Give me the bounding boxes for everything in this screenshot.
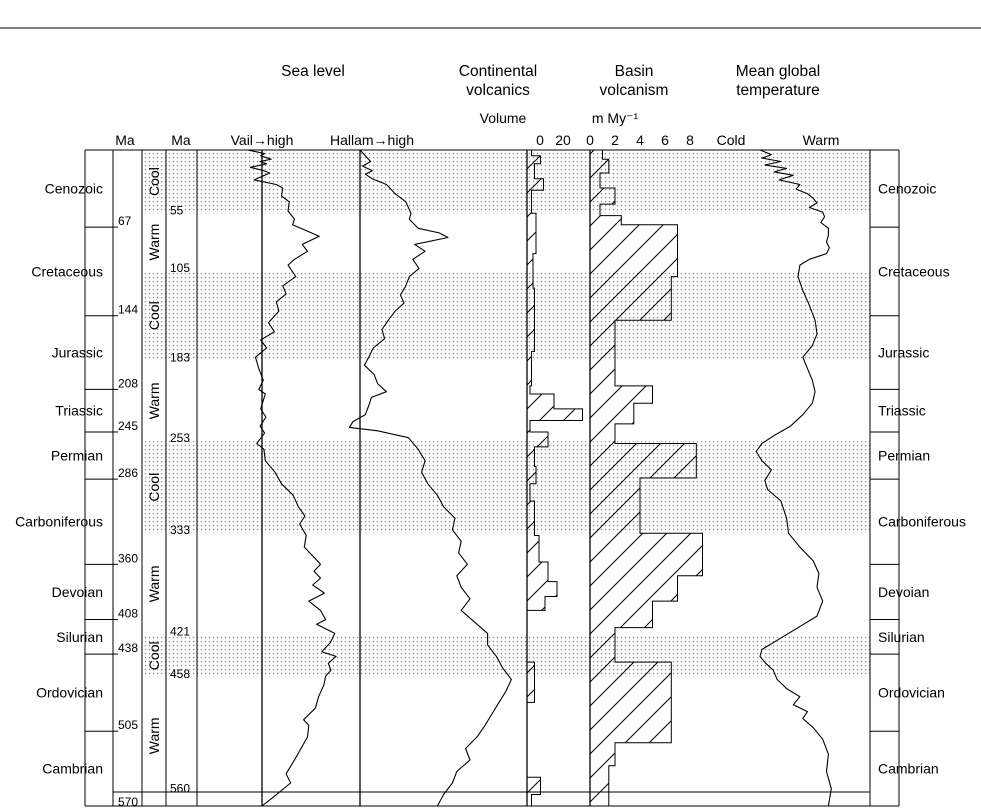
period-label-left-7: Silurian xyxy=(56,628,103,645)
cool-shade-4 xyxy=(142,441,870,533)
ma-right-label-253: 253 xyxy=(170,431,191,446)
period-label-right-7: Silurian xyxy=(878,628,925,645)
ma-right-label-105: 105 xyxy=(170,260,191,275)
climate-label-4: Cool xyxy=(146,472,162,502)
ma-left-label-67: 67 xyxy=(118,214,132,229)
basin-tick-0: 0 xyxy=(586,132,594,148)
continental-header-1: Continental xyxy=(458,63,538,80)
ma-right-label-55: 55 xyxy=(170,203,184,218)
continental-tick-20: 20 xyxy=(555,132,571,148)
ma-right-label-183: 183 xyxy=(170,350,191,365)
climate-label-2: Cool xyxy=(146,301,162,331)
period-label-right-3: Triassic xyxy=(878,402,926,419)
climate-label-1: Warm xyxy=(146,223,162,261)
cold-header: Cold xyxy=(716,132,746,148)
vail-header: Vail→high xyxy=(230,132,294,148)
basin-header-1: Basin xyxy=(614,63,654,80)
continental-tick-0: 0 xyxy=(536,132,544,148)
units-header: m My⁻¹ xyxy=(591,110,639,126)
ma-right-header: Ma xyxy=(171,132,191,148)
period-label-left-0: Cenozoic xyxy=(44,180,103,197)
period-label-right-6: Devoian xyxy=(878,583,930,600)
basin-volcanism-steps xyxy=(590,150,703,806)
hallam-header: Hallam→high xyxy=(329,132,415,148)
basin-tick-4: 4 xyxy=(636,132,644,148)
period-label-left-9: Cambrian xyxy=(42,760,103,777)
period-label-left-2: Jurassic xyxy=(51,344,103,361)
ma-left-label-360: 360 xyxy=(118,551,139,566)
climate-label-6: Cool xyxy=(146,641,162,671)
ma-left-label-438: 438 xyxy=(118,641,139,656)
period-label-left-1: Cretaceous xyxy=(31,263,103,280)
ma-right-label-421: 421 xyxy=(170,624,191,639)
ma-right-label-458: 458 xyxy=(170,667,191,682)
basin-header-2: volcanism xyxy=(599,82,669,99)
period-label-right-8: Ordovician xyxy=(878,684,945,701)
cool-period-shading xyxy=(142,150,870,677)
sea-level-header: Sea level xyxy=(281,63,345,80)
period-label-right-4: Permian xyxy=(878,447,931,464)
ma-left-label-408: 408 xyxy=(118,606,139,621)
climate-label-5: Warm xyxy=(146,565,162,603)
ma-left-label-286: 286 xyxy=(118,466,139,481)
ma-left-label-144: 144 xyxy=(118,302,139,317)
cool-shade-2 xyxy=(142,271,870,361)
period-label-left-3: Triassic xyxy=(55,402,103,419)
ma-left-label-245: 245 xyxy=(118,418,139,433)
basin-tick-6: 6 xyxy=(661,132,669,148)
volume-header: Volume xyxy=(479,110,527,126)
period-label-right-5: Carboniferous xyxy=(878,513,966,530)
temperature-header-1: Mean global xyxy=(735,63,821,80)
ma-left-label-505: 505 xyxy=(118,718,139,733)
climate-label-3: Warm xyxy=(146,382,162,420)
continental-header-2: volcanics xyxy=(466,82,530,99)
cool-shade-0 xyxy=(142,150,870,213)
period-label-right-0: Cenozoic xyxy=(878,180,937,197)
period-label-left-8: Ordovician xyxy=(36,684,103,701)
period-label-left-5: Carboniferous xyxy=(15,513,103,530)
period-label-right-9: Cambrian xyxy=(878,760,939,777)
ma-left-header: Ma xyxy=(115,132,135,148)
ma-right-label-560: 560 xyxy=(170,781,191,796)
period-label-left-4: Permian xyxy=(50,447,103,464)
climate-label-0: Cool xyxy=(146,167,162,196)
ma-right-label-333: 333 xyxy=(170,523,191,538)
period-label-right-2: Jurassic xyxy=(878,344,930,361)
period-label-right-1: Cretaceous xyxy=(878,263,950,280)
climate-label-7: Warm xyxy=(146,717,162,755)
cool-shade-6 xyxy=(142,635,870,678)
basin-tick-2: 2 xyxy=(611,132,619,148)
temperature-header-2: temperature xyxy=(736,82,820,99)
ma-left-label-208: 208 xyxy=(118,376,139,391)
period-label-left-6: Devoian xyxy=(51,583,103,600)
basin-tick-8: 8 xyxy=(686,132,694,148)
ma-left-label-570: 570 xyxy=(118,795,139,809)
warm-header: Warm xyxy=(802,132,840,148)
